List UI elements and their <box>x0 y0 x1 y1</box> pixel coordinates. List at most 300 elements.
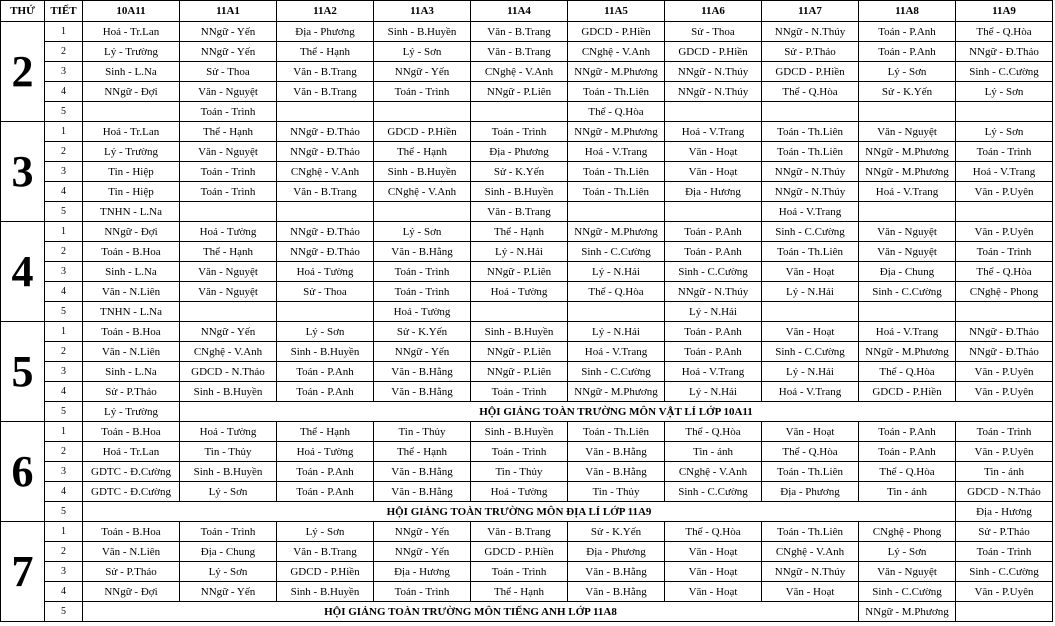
lesson-cell: GDTC - Đ.Cường <box>83 482 180 502</box>
lesson-cell: Toán - P.Anh <box>277 362 374 382</box>
schedule-row <box>1 362 1053 382</box>
lesson-cell: Toán - Th.Liên <box>762 522 859 542</box>
lesson-cell: Toán - Trình <box>956 242 1053 262</box>
lesson-cell: Văn - Hoạt <box>762 262 859 282</box>
lesson-cell: NNgữ - Yến <box>180 42 277 62</box>
lesson-cell: Lý - Sơn <box>859 62 956 82</box>
lesson-cell: Toán - Th.Liên <box>568 82 665 102</box>
lesson-cell: Toán - P.Anh <box>665 322 762 342</box>
period-number: 4 <box>45 182 83 202</box>
lesson-cell <box>956 202 1053 222</box>
period-number: 5 <box>45 602 83 622</box>
lesson-cell: Văn - P.Uyên <box>956 382 1053 402</box>
lesson-cell: Lý - Trường <box>83 142 180 162</box>
lesson-cell <box>859 202 956 222</box>
lesson-cell: Văn - Hoạt <box>665 562 762 582</box>
lesson-cell: Sinh - B.Huyền <box>180 382 277 402</box>
lesson-cell: Sinh - C.Cường <box>568 242 665 262</box>
lesson-cell: Văn - P.Uyên <box>956 442 1053 462</box>
lesson-cell: Tin - ánh <box>665 442 762 462</box>
lesson-cell: Sinh - B.Huyền <box>180 462 277 482</box>
schedule-row <box>1 202 1053 222</box>
lesson-cell: Sinh - B.Huyền <box>374 22 471 42</box>
lesson-cell: Lý - Trường <box>83 42 180 62</box>
lesson-cell <box>665 102 762 122</box>
period-number: 3 <box>45 262 83 282</box>
lesson-cell: NNgữ - N.Thúy <box>665 82 762 102</box>
lesson-cell: Sinh - C.Cường <box>859 282 956 302</box>
lesson-cell: Toán - P.Anh <box>859 422 956 442</box>
lesson-cell: Văn - B.Trang <box>277 82 374 102</box>
lesson-cell <box>83 102 180 122</box>
lesson-cell: Toán - P.Anh <box>665 222 762 242</box>
day-label: 4 <box>1 222 45 322</box>
lesson-cell: Tin - Thủy <box>568 482 665 502</box>
event-banner: HỘI GIẢNG TOÀN TRƯỜNG MÔN ĐỊA LÍ LỚP 11A9 <box>83 502 956 522</box>
lesson-cell: Hoá - V.Trang <box>859 322 956 342</box>
lesson-cell: Lý - Sơn <box>956 82 1053 102</box>
lesson-cell <box>374 102 471 122</box>
period-header: TIẾT <box>45 1 83 22</box>
lesson-cell: Địa - Phương <box>471 142 568 162</box>
lesson-cell: Thể - Hạnh <box>180 242 277 262</box>
lesson-cell: Tin - Thủy <box>180 442 277 462</box>
lesson-cell: Sinh - C.Cường <box>665 262 762 282</box>
lesson-cell: Lý - Sơn <box>180 482 277 502</box>
lesson-cell: Hoá - Tường <box>471 282 568 302</box>
lesson-cell: GDCD - P.Hiền <box>471 542 568 562</box>
lesson-cell: Thể - Hạnh <box>471 222 568 242</box>
period-number: 3 <box>45 562 83 582</box>
lesson-cell: Toán - B.Hoa <box>83 422 180 442</box>
lesson-cell: Sinh - B.Huyền <box>277 342 374 362</box>
lesson-cell: NNgữ - M.Phương <box>859 602 956 622</box>
lesson-cell: NNgữ - P.Liên <box>471 262 568 282</box>
lesson-cell: Sử - K.Yến <box>568 522 665 542</box>
lesson-cell: Địa - Hương <box>956 502 1053 522</box>
lesson-cell: Hoá - V.Trang <box>859 182 956 202</box>
class-header: 11A9 <box>956 1 1053 22</box>
schedule-row <box>1 542 1053 562</box>
lesson-cell: Lý - Sơn <box>374 222 471 242</box>
lesson-cell: Toán - Trình <box>956 542 1053 562</box>
schedule-row <box>1 122 1053 142</box>
event-banner: HỘI GIẢNG TOÀN TRƯỜNG MÔN VẬT LÍ LỚP 10A11 <box>180 402 1053 422</box>
period-number: 1 <box>45 222 83 242</box>
class-header: 11A5 <box>568 1 665 22</box>
lesson-cell: Toán - P.Anh <box>277 462 374 482</box>
period-number: 5 <box>45 202 83 222</box>
lesson-cell: CNghệ - Phong <box>956 282 1053 302</box>
lesson-cell: Hoá - Tr.Lan <box>83 122 180 142</box>
period-number: 4 <box>45 282 83 302</box>
lesson-cell: Địa - Phương <box>277 22 374 42</box>
lesson-cell: Toán - Th.Liên <box>762 242 859 262</box>
lesson-cell: Địa - Phương <box>568 542 665 562</box>
schedule-row <box>1 382 1053 402</box>
lesson-cell: CNghệ - V.Anh <box>762 542 859 562</box>
lesson-cell: Toán - P.Anh <box>665 342 762 362</box>
lesson-cell: Văn - B.Trang <box>471 202 568 222</box>
lesson-cell: Tin - Hiệp <box>83 182 180 202</box>
lesson-cell: Toán - P.Anh <box>277 482 374 502</box>
lesson-cell: NNgữ - N.Thúy <box>665 282 762 302</box>
lesson-cell: Văn - Hoạt <box>665 142 762 162</box>
lesson-cell: Sinh - L.Na <box>83 62 180 82</box>
lesson-cell: Thể - Q.Hòa <box>762 82 859 102</box>
lesson-cell: Sinh - B.Huyền <box>471 322 568 342</box>
lesson-cell: Sử - P.Thảo <box>83 382 180 402</box>
lesson-cell: Sinh - C.Cường <box>568 362 665 382</box>
lesson-cell: Toán - Trình <box>471 122 568 142</box>
period-number: 2 <box>45 342 83 362</box>
lesson-cell: Toán - Th.Liên <box>762 122 859 142</box>
lesson-cell: Hoá - V.Trang <box>762 202 859 222</box>
lesson-cell: Văn - Hoạt <box>665 542 762 562</box>
lesson-cell: NNgữ - N.Thúy <box>762 162 859 182</box>
lesson-cell: Sinh - L.Na <box>83 262 180 282</box>
schedule-row <box>1 482 1053 502</box>
class-header: 11A7 <box>762 1 859 22</box>
lesson-cell: NNgữ - Yến <box>180 322 277 342</box>
lesson-cell: Văn - Nguyệt <box>180 282 277 302</box>
lesson-cell: Sinh - B.Huyền <box>277 582 374 602</box>
period-number: 4 <box>45 582 83 602</box>
schedule-row <box>1 22 1053 42</box>
lesson-cell: Văn - P.Uyên <box>956 362 1053 382</box>
lesson-cell: Văn - Hoạt <box>762 322 859 342</box>
lesson-cell: Văn - Hoạt <box>665 162 762 182</box>
lesson-cell: Tin - ánh <box>859 482 956 502</box>
day-label: 5 <box>1 322 45 422</box>
lesson-cell: Lý - N.Hải <box>762 282 859 302</box>
period-number: 4 <box>45 482 83 502</box>
lesson-cell: Văn - B.Trang <box>471 42 568 62</box>
lesson-cell: Địa - Hương <box>665 182 762 202</box>
lesson-cell: Hoá - Tường <box>471 482 568 502</box>
lesson-cell: NNgữ - N.Thúy <box>762 182 859 202</box>
lesson-cell: NNgữ - N.Thúy <box>762 562 859 582</box>
lesson-cell: Sinh - C.Cường <box>762 222 859 242</box>
lesson-cell <box>956 102 1053 122</box>
lesson-cell: Văn - B.Trang <box>277 542 374 562</box>
lesson-cell: Văn - B.Hằng <box>374 382 471 402</box>
period-number: 3 <box>45 62 83 82</box>
schedule-row <box>1 62 1053 82</box>
lesson-cell: NNgữ - Đ.Thảo <box>956 42 1053 62</box>
schedule-row <box>1 102 1053 122</box>
lesson-cell: NNgữ - M.Phương <box>568 382 665 402</box>
lesson-cell: Toán - Trình <box>471 442 568 462</box>
lesson-cell: Hoá - V.Trang <box>665 122 762 142</box>
lesson-cell: NNgữ - Đ.Thảo <box>277 242 374 262</box>
lesson-cell: Sinh - C.Cường <box>762 342 859 362</box>
lesson-cell: Hoá - Tường <box>277 442 374 462</box>
lesson-cell: Thể - Q.Hòa <box>568 102 665 122</box>
lesson-cell: Sử - K.Yến <box>859 82 956 102</box>
period-number: 1 <box>45 122 83 142</box>
lesson-cell: NNgữ - Yến <box>374 522 471 542</box>
lesson-cell: Toán - Trình <box>471 382 568 402</box>
schedule-row <box>1 582 1053 602</box>
lesson-cell: Tin - Hiệp <box>83 162 180 182</box>
lesson-cell: Sử - P.Thảo <box>956 522 1053 542</box>
lesson-cell <box>374 202 471 222</box>
lesson-cell: Toán - Th.Liên <box>568 422 665 442</box>
period-number: 1 <box>45 422 83 442</box>
lesson-cell: Toán - Trình <box>374 262 471 282</box>
period-number: 3 <box>45 362 83 382</box>
lesson-cell: Sử - Thoa <box>180 62 277 82</box>
period-number: 3 <box>45 462 83 482</box>
lesson-cell: Địa - Hương <box>374 562 471 582</box>
lesson-cell: GDCD - P.Hiền <box>762 62 859 82</box>
lesson-cell: Toán - P.Anh <box>859 442 956 462</box>
lesson-cell: Toán - Trình <box>471 562 568 582</box>
lesson-cell: Văn - B.Trang <box>471 522 568 542</box>
lesson-cell: Hoá - V.Trang <box>568 142 665 162</box>
schedule-row <box>1 182 1053 202</box>
schedule-row <box>1 522 1053 542</box>
lesson-cell: Lý - Sơn <box>277 322 374 342</box>
lesson-cell: Lý - Sơn <box>277 522 374 542</box>
class-header: 10A11 <box>83 1 180 22</box>
lesson-cell: Lý - Sơn <box>180 562 277 582</box>
header-row <box>1 1 1053 22</box>
event-banner: HỘI GIẢNG TOÀN TRƯỜNG MÔN TIẾNG ANH LỚP 11A8 <box>83 602 859 622</box>
period-number: 5 <box>45 402 83 422</box>
period-number: 2 <box>45 242 83 262</box>
lesson-cell: Lý - N.Hải <box>665 302 762 322</box>
lesson-cell: Toán - P.Anh <box>859 42 956 62</box>
schedule-row <box>1 502 1053 522</box>
lesson-cell: NNgữ - N.Thúy <box>665 62 762 82</box>
lesson-cell <box>180 202 277 222</box>
lesson-cell: Lý - Sơn <box>374 42 471 62</box>
lesson-cell: NNgữ - P.Liên <box>471 82 568 102</box>
lesson-cell <box>277 202 374 222</box>
lesson-cell: CNghệ - V.Anh <box>180 342 277 362</box>
lesson-cell: Văn - Hoạt <box>762 422 859 442</box>
lesson-cell: NNgữ - Yến <box>374 62 471 82</box>
day-header: THỨ <box>1 1 45 22</box>
lesson-cell: Hoá - V.Trang <box>762 382 859 402</box>
schedule-row <box>1 262 1053 282</box>
lesson-cell: NNgữ - Đ.Thảo <box>956 342 1053 362</box>
lesson-cell: GDCD - P.Hiền <box>374 122 471 142</box>
lesson-cell: NNgữ - Đ.Thảo <box>956 322 1053 342</box>
lesson-cell: Thể - Hạnh <box>277 42 374 62</box>
lesson-cell: Sử - Thoa <box>277 282 374 302</box>
lesson-cell: Văn - Hoạt <box>665 582 762 602</box>
lesson-cell <box>568 202 665 222</box>
lesson-cell: Văn - Nguyệt <box>859 562 956 582</box>
lesson-cell: TNHN - L.Na <box>83 202 180 222</box>
lesson-cell <box>956 602 1053 622</box>
day-label: 3 <box>1 122 45 222</box>
schedule-row <box>1 82 1053 102</box>
lesson-cell: Văn - N.Liên <box>83 282 180 302</box>
lesson-cell: NNgữ - P.Liên <box>471 362 568 382</box>
lesson-cell: Toán - Trình <box>180 102 277 122</box>
period-number: 3 <box>45 162 83 182</box>
lesson-cell: Hoá - Tường <box>277 262 374 282</box>
schedule-row <box>1 222 1053 242</box>
schedule-row <box>1 342 1053 362</box>
lesson-cell: Văn - P.Uyên <box>956 182 1053 202</box>
lesson-cell: Văn - B.Hằng <box>568 562 665 582</box>
lesson-cell: Toán - P.Anh <box>859 22 956 42</box>
lesson-cell: Sinh - C.Cường <box>956 62 1053 82</box>
lesson-cell: Văn - B.Trang <box>277 182 374 202</box>
schedule-row <box>1 242 1053 262</box>
lesson-cell: NNgữ - M.Phương <box>568 122 665 142</box>
lesson-cell: Thể - Hạnh <box>277 422 374 442</box>
schedule-row <box>1 282 1053 302</box>
lesson-cell: Văn - P.Uyên <box>956 222 1053 242</box>
lesson-cell: Sinh - L.Na <box>83 362 180 382</box>
lesson-cell <box>277 302 374 322</box>
schedule-row <box>1 322 1053 342</box>
lesson-cell: Thể - Hạnh <box>374 142 471 162</box>
schedule-row <box>1 302 1053 322</box>
lesson-cell: Hoá - V.Trang <box>568 342 665 362</box>
lesson-cell: CNghệ - V.Anh <box>277 162 374 182</box>
lesson-cell: Sử - K.Yến <box>471 162 568 182</box>
day-label: 7 <box>1 522 45 622</box>
lesson-cell: CNghệ - V.Anh <box>568 42 665 62</box>
period-number: 2 <box>45 442 83 462</box>
period-number: 1 <box>45 522 83 542</box>
lesson-cell: Văn - B.Trang <box>471 22 568 42</box>
period-number: 5 <box>45 502 83 522</box>
lesson-cell: Thể - Hạnh <box>471 582 568 602</box>
lesson-cell: NNgữ - P.Liên <box>471 342 568 362</box>
lesson-cell: Tin - ánh <box>956 462 1053 482</box>
lesson-cell: Văn - Nguyệt <box>859 222 956 242</box>
lesson-cell: Toán - B.Hoa <box>83 322 180 342</box>
lesson-cell: Văn - Nguyệt <box>180 142 277 162</box>
lesson-cell: Thể - Q.Hòa <box>956 22 1053 42</box>
lesson-cell: Lý - Sơn <box>956 122 1053 142</box>
lesson-cell <box>471 102 568 122</box>
lesson-cell: GDCD - P.Hiền <box>859 382 956 402</box>
lesson-cell: NNgữ - Yến <box>180 22 277 42</box>
period-number: 5 <box>45 302 83 322</box>
lesson-cell: Lý - N.Hải <box>471 242 568 262</box>
lesson-cell: Toán - Th.Liên <box>568 182 665 202</box>
lesson-cell: Hoá - Tường <box>180 422 277 442</box>
lesson-cell: Văn - B.Trang <box>277 62 374 82</box>
lesson-cell: NNgữ - Đợi <box>83 582 180 602</box>
lesson-cell: Văn - N.Liên <box>83 542 180 562</box>
class-header: 11A4 <box>471 1 568 22</box>
schedule-row <box>1 42 1053 62</box>
schedule-row <box>1 462 1053 482</box>
lesson-cell: Toán - P.Anh <box>277 382 374 402</box>
period-number: 1 <box>45 22 83 42</box>
lesson-cell: Sử - Thoa <box>665 22 762 42</box>
period-number: 5 <box>45 102 83 122</box>
lesson-cell <box>859 302 956 322</box>
lesson-cell: Toán - B.Hoa <box>83 242 180 262</box>
lesson-cell <box>665 202 762 222</box>
lesson-cell: Toán - Th.Liên <box>762 142 859 162</box>
lesson-cell: NNgữ - M.Phương <box>568 222 665 242</box>
lesson-cell: GDCD - P.Hiền <box>665 42 762 62</box>
lesson-cell: Hoá - Tường <box>374 302 471 322</box>
class-header: 11A8 <box>859 1 956 22</box>
period-number: 2 <box>45 142 83 162</box>
lesson-cell: NNgữ - M.Phương <box>859 162 956 182</box>
lesson-cell: Địa - Phương <box>762 482 859 502</box>
lesson-cell: GDCD - P.Hiền <box>568 22 665 42</box>
lesson-cell: NNgữ - M.Phương <box>568 62 665 82</box>
lesson-cell <box>762 302 859 322</box>
lesson-cell: Sử - P.Thảo <box>83 562 180 582</box>
lesson-cell: Sử - K.Yến <box>374 322 471 342</box>
lesson-cell: Thể - Q.Hòa <box>859 362 956 382</box>
lesson-cell: GDCD - N.Thảo <box>956 482 1053 502</box>
lesson-cell: Thể - Q.Hòa <box>665 522 762 542</box>
lesson-cell <box>762 102 859 122</box>
lesson-cell: Sinh - B.Huyền <box>471 182 568 202</box>
lesson-cell: Hoá - V.Trang <box>956 162 1053 182</box>
lesson-cell: NNgữ - N.Thúy <box>762 22 859 42</box>
lesson-cell: Văn - B.Hằng <box>568 442 665 462</box>
lesson-cell: Lý - Sơn <box>859 542 956 562</box>
lesson-cell: Thể - Hạnh <box>180 122 277 142</box>
lesson-cell: Văn - Hoạt <box>762 582 859 602</box>
lesson-cell <box>568 302 665 322</box>
lesson-cell: Thể - Q.Hòa <box>568 282 665 302</box>
lesson-cell: Tin - Thủy <box>471 462 568 482</box>
period-number: 4 <box>45 82 83 102</box>
lesson-cell: NNgữ - Đ.Thảo <box>277 122 374 142</box>
lesson-cell <box>859 102 956 122</box>
lesson-cell: Tin - Thủy <box>374 422 471 442</box>
class-header: 11A2 <box>277 1 374 22</box>
lesson-cell: Thể - Q.Hòa <box>956 262 1053 282</box>
lesson-cell: Văn - B.Hằng <box>568 582 665 602</box>
lesson-cell: Thể - Q.Hòa <box>762 442 859 462</box>
lesson-cell: Sinh - C.Cường <box>665 482 762 502</box>
schedule-row <box>1 562 1053 582</box>
lesson-cell: Hoá - Tr.Lan <box>83 22 180 42</box>
lesson-cell: Văn - Nguyệt <box>180 82 277 102</box>
lesson-cell: Văn - P.Uyên <box>956 582 1053 602</box>
lesson-cell: NNgữ - Đ.Thảo <box>277 222 374 242</box>
lesson-cell: GDCD - P.Hiền <box>277 562 374 582</box>
schedule-row <box>1 602 1053 622</box>
lesson-cell: NNgữ - Đ.Thảo <box>277 142 374 162</box>
lesson-cell: Sinh - C.Cường <box>859 582 956 602</box>
schedule-row <box>1 142 1053 162</box>
schedule-row <box>1 442 1053 462</box>
lesson-cell: CNghệ - Phong <box>859 522 956 542</box>
lesson-cell: Địa - Chung <box>859 262 956 282</box>
lesson-cell: Văn - Nguyệt <box>859 242 956 262</box>
lesson-cell: Lý - N.Hải <box>665 382 762 402</box>
lesson-cell: CNghệ - V.Anh <box>665 462 762 482</box>
day-label: 6 <box>1 422 45 522</box>
lesson-cell: Toán - Trình <box>374 82 471 102</box>
lesson-cell: NNgữ - Yến <box>374 542 471 562</box>
lesson-cell: NNgữ - Yến <box>180 582 277 602</box>
lesson-cell: NNgữ - Đợi <box>83 222 180 242</box>
lesson-cell: Lý - Trường <box>83 402 180 422</box>
lesson-cell <box>956 302 1053 322</box>
